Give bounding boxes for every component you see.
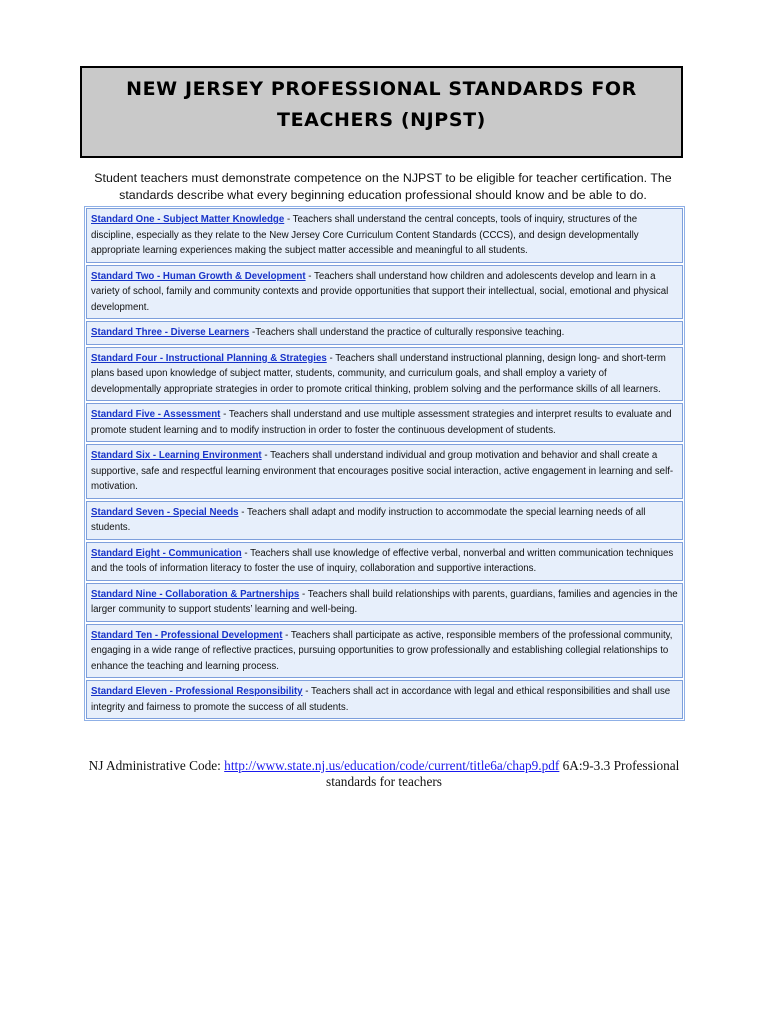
page-title [126,74,637,136]
standard-description: - Teachers shall understand and use multiple assessment strategies and interpret results to evaluate and promote student learning and to modify instruction in order to foster the continuous development of students. [91,409,672,436]
standard-link-ten[interactable]: Standard Ten - Professional Development [91,629,283,641]
standard-description: -Teachers shall understand the practice of culturally responsive teaching. [249,327,565,338]
standard-link-six[interactable]: Standard Six - Learning Environment [91,450,262,461]
standard-link-eight[interactable]: Standard Eight - Communication [91,547,242,559]
standard-link-eleven[interactable]: Standard Eleven - Professional Responsibility [91,686,303,697]
standard-description: - Teachers shall understand the central concepts, tools of inquiry, structures of the discipline, especially as they relate to the New Jersey Core Curriculum Content Standards (CCCS), and design developmentally appropriate learning experiences making the subject matter accessible and meaningful to all students. [91,214,639,256]
standard-row [86,347,683,402]
standard-row [86,624,683,679]
standard-row [86,444,683,499]
intro-line-1: Student teachers must demonstrate competence on the NJPST to be eligible for teacher certification. The [94,171,672,185]
citation-prefix: NJ Administrative Code: [88,758,225,773]
standard-row [86,501,683,540]
page-title-line-2: TEACHERS (NJPST) [277,109,486,131]
standard-row [86,583,683,622]
intro-line-2: standards describe what every beginning education professional should know and be able to do. [119,188,647,202]
standard-link-three[interactable]: Standard Three - Diverse Learners [91,327,250,338]
standards-table [84,206,685,721]
standard-link-seven[interactable]: Standard Seven - Special Needs [91,506,239,518]
standard-row [86,680,683,719]
standard-row [86,403,683,442]
standard-description: - Teachers shall use knowledge of effective verbal, nonverbal and written communication techniques and the tools of information literacy to foster the use of inquiry, collaboration and supportive interactions. [91,547,674,574]
standard-description: - Teachers shall adapt and modify instruction to accommodate the special learning needs of all students. [91,506,646,533]
standard-link-one[interactable]: Standard One - Subject Matter Knowledge [91,214,285,225]
standard-description: - Teachers shall understand instructional planning, design long- and short-term plans based upon knowledge of subject matter, students, community, and curriculum goals, and shall employ a variety of developmentally appropriate strategies in order to promote critical thinking, problem solving and the performance skills of all learners. [91,352,666,395]
standard-link-five[interactable]: Standard Five - Assessment [91,409,221,420]
standard-row [86,321,683,345]
standard-link-nine[interactable]: Standard Nine - Collaboration & Partnerships [91,588,300,600]
standard-description: - Teachers shall build relationships with parents, guardians, families and agencies in the larger community to support students’ learning and well-being. [91,588,678,615]
standard-link-two[interactable]: Standard Two - Human Growth & Development [91,270,306,282]
standard-link-four[interactable]: Standard Four - Instructional Planning & Strategies [91,352,327,364]
standard-description: - Teachers shall understand individual and group motivation and behavior and shall create a supportive, safe and respectful learning environment that encourages positive social interaction, active engagement in learning and self-motivation. [91,450,674,492]
citation [84,758,684,790]
standard-description: - Teachers shall participate as active, responsible members of the professional community, engaging in a wide range of reflective practices, pursuing opportunities to grow professionally and establishing collegial relationships to enhance the teaching and learning process. [91,629,673,672]
standard-description: - Teachers shall act in accordance with legal and ethical responsibilities and shall use integrity and fairness to promote the success of all students. [91,686,671,713]
intro-text [84,170,682,204]
standard-row [86,265,683,320]
standard-row [86,542,683,581]
page-title-line-1: NEW JERSEY PROFESSIONAL STANDARDS FOR [126,78,637,100]
title-box [80,66,683,158]
standard-row [86,208,683,263]
citation-link[interactable]: http://www.state.nj.us/education/code/current/title6a/chap9.pdf [224,758,560,773]
standard-description: - Teachers shall understand how children and adolescents develop and learn in a variety of school, family and community contexts and provide opportunities that support their intellectual, social, emotional and physical development. [91,270,669,313]
citation-suffix: 6A:9-3.3 Professional standards for teachers [326,758,680,789]
